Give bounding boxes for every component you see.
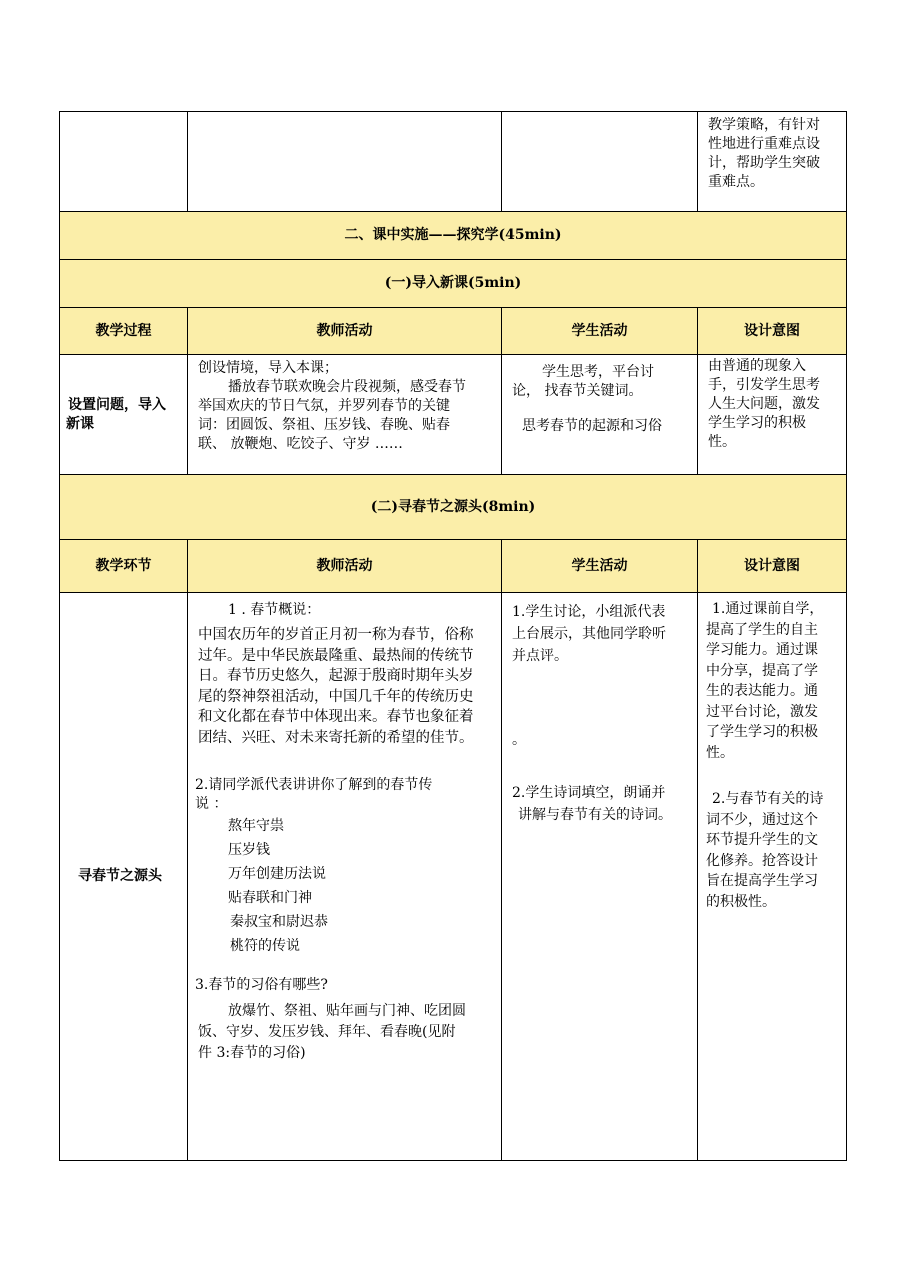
- teacher-line: 饭、守岁、发压岁钱、拜年、看春晚(见附: [198, 1024, 456, 1040]
- student-line: 讲解与春节有关的诗词。: [518, 807, 672, 823]
- design-line: 手，引发学生思考: [708, 377, 820, 393]
- teacher-line: 和文化都在春节中体现出来。春节也象征着: [198, 709, 474, 725]
- step-cell: [60, 355, 188, 475]
- teacher-line: 举国欢庆的节日气氛，并罗列春节的关键: [198, 398, 450, 414]
- student-line: 学生思考，平台讨: [542, 364, 654, 380]
- design-line: 旨在提高学生学习: [706, 873, 818, 889]
- header-cell: 设计意图: [698, 540, 847, 593]
- cont-step-cell: [60, 112, 188, 212]
- teacher-heading: 1 . 春节概说：: [228, 602, 321, 618]
- design-line: 化修养。抢答设计: [706, 852, 818, 869]
- design-cell: [698, 593, 847, 1161]
- design-line: 人生大问题，激发: [708, 396, 820, 412]
- part-two-content-row: [60, 593, 847, 1161]
- header-cell: 教师活动: [188, 540, 502, 593]
- part-two-title: (二)寻春节之源头(8min): [60, 475, 847, 540]
- teacher-line: 词：团圆饭、祭祖、压岁钱、春晚、贴春: [198, 417, 450, 433]
- design-line: 计，帮助学生突破: [708, 155, 820, 171]
- design-cell: [698, 355, 847, 475]
- design-line: 学习能力。通过课: [706, 642, 818, 658]
- design-line: 1.通过课前自学，: [712, 601, 824, 617]
- teacher-line: 中国农历年的岁首正月初一称为春节，俗称: [198, 627, 474, 643]
- design-line: 生的表达能力。通: [706, 683, 818, 699]
- header-cell: 学生活动: [502, 308, 698, 355]
- teacher-line: 尾的祭神祭祖活动，中国几千年的传统历史: [198, 688, 474, 705]
- teacher-line: 日。春节历史悠久，起源于殷商时期年头岁: [198, 668, 474, 684]
- part-one-title: (一)导入新课(5min): [60, 260, 847, 308]
- student-line: 2.学生诗词填空，朗诵并: [512, 785, 666, 801]
- part-two-header-row: [60, 540, 847, 593]
- student-line: 论， 找春节关键词。: [512, 383, 643, 399]
- teacher-line: 播放春节联欢晚会片段视频，感受春节: [228, 379, 466, 395]
- design-line: 重难点。: [708, 174, 764, 190]
- header-cell: 教师活动: [188, 308, 502, 355]
- design-line: 2.与春节有关的诗: [712, 791, 824, 807]
- legend-item: 熬年守祟: [228, 818, 284, 834]
- teacher-line: 放爆竹、祭祖、贴年画与门神、吃团圆: [228, 1003, 466, 1019]
- design-line: 了学生学习的积极: [706, 724, 818, 740]
- teacher-line: 创设情境，导入本课；: [198, 360, 338, 376]
- teacher-line: 说 ：: [195, 796, 228, 812]
- design-line: 学生学习的积极: [708, 415, 806, 431]
- section-title: 二、课中实施——探究学(45min): [60, 212, 847, 260]
- teacher-cell: [188, 593, 502, 1161]
- step-label: 寻春节之源头: [78, 868, 162, 884]
- teacher-line: 过年。是中华民族最隆重、最热闹的传统节: [198, 647, 474, 664]
- design-line: 词不少，通过这个: [706, 811, 818, 828]
- design-line: 提高了学生的自主: [706, 621, 818, 638]
- header-cell: 学生活动: [502, 540, 698, 593]
- teacher-line: 件 3:春节的习俗): [198, 1045, 306, 1061]
- step-label-line: 新课: [66, 415, 94, 432]
- design-line: 过平台讨论，激发: [706, 703, 818, 720]
- teacher-line: 团结、兴旺、对未来寄托新的希望的佳节。: [198, 729, 474, 746]
- header-cell: 教学环节: [60, 540, 188, 593]
- student-cell: [502, 593, 698, 1161]
- header-cell: 教学过程: [60, 308, 188, 355]
- lesson-plan-table: [59, 111, 847, 1161]
- student-line: 上台展示，其他同学聆听: [512, 626, 666, 642]
- legend-item: 贴春联和门神: [228, 890, 312, 906]
- design-line: 性。: [708, 434, 736, 450]
- student-line: 思考春节的起源和习俗: [522, 418, 662, 434]
- continuation-row: [60, 112, 847, 212]
- design-line: 由普通的现象入: [708, 358, 806, 374]
- teacher-line: 2.请同学派代表讲讲你了解到的春节传: [195, 777, 433, 793]
- student-line: 并点评。: [512, 648, 568, 664]
- cont-student-cell: [502, 112, 698, 212]
- legend-item: 压岁钱: [228, 842, 270, 858]
- step-cell: [60, 593, 188, 1161]
- student-mark: 。: [512, 732, 526, 748]
- teacher-cell: [188, 355, 502, 475]
- legend-item: 秦叔宝和尉迟恭: [230, 914, 328, 930]
- legend-item: 万年创建历法说: [228, 866, 326, 882]
- student-cell: [502, 355, 698, 475]
- header-cell: 设计意图: [698, 308, 847, 355]
- design-line: 教学策略，有针对: [708, 117, 820, 133]
- design-line: 中分享，提高了学: [706, 662, 818, 679]
- cont-design-cell: [698, 112, 847, 212]
- teacher-heading: 3.春节的习俗有哪些?: [195, 977, 328, 993]
- teacher-line: 联、 放鞭炮、吃饺子、守岁 ……: [198, 436, 403, 452]
- design-line: 的积极性。: [706, 893, 776, 910]
- student-line: 1.学生讨论，小组派代表: [512, 604, 666, 620]
- step-label-line: 设置问题，导入: [68, 396, 166, 413]
- design-line: 性。: [706, 744, 734, 761]
- part-one-content-row: [60, 355, 847, 475]
- design-line: 性地进行重难点设: [708, 136, 820, 152]
- legend-item: 桃符的传说: [230, 938, 300, 954]
- part-one-header-row: [60, 308, 847, 355]
- cont-teacher-cell: [188, 112, 502, 212]
- design-line: 环节提升学生的文: [706, 832, 818, 848]
